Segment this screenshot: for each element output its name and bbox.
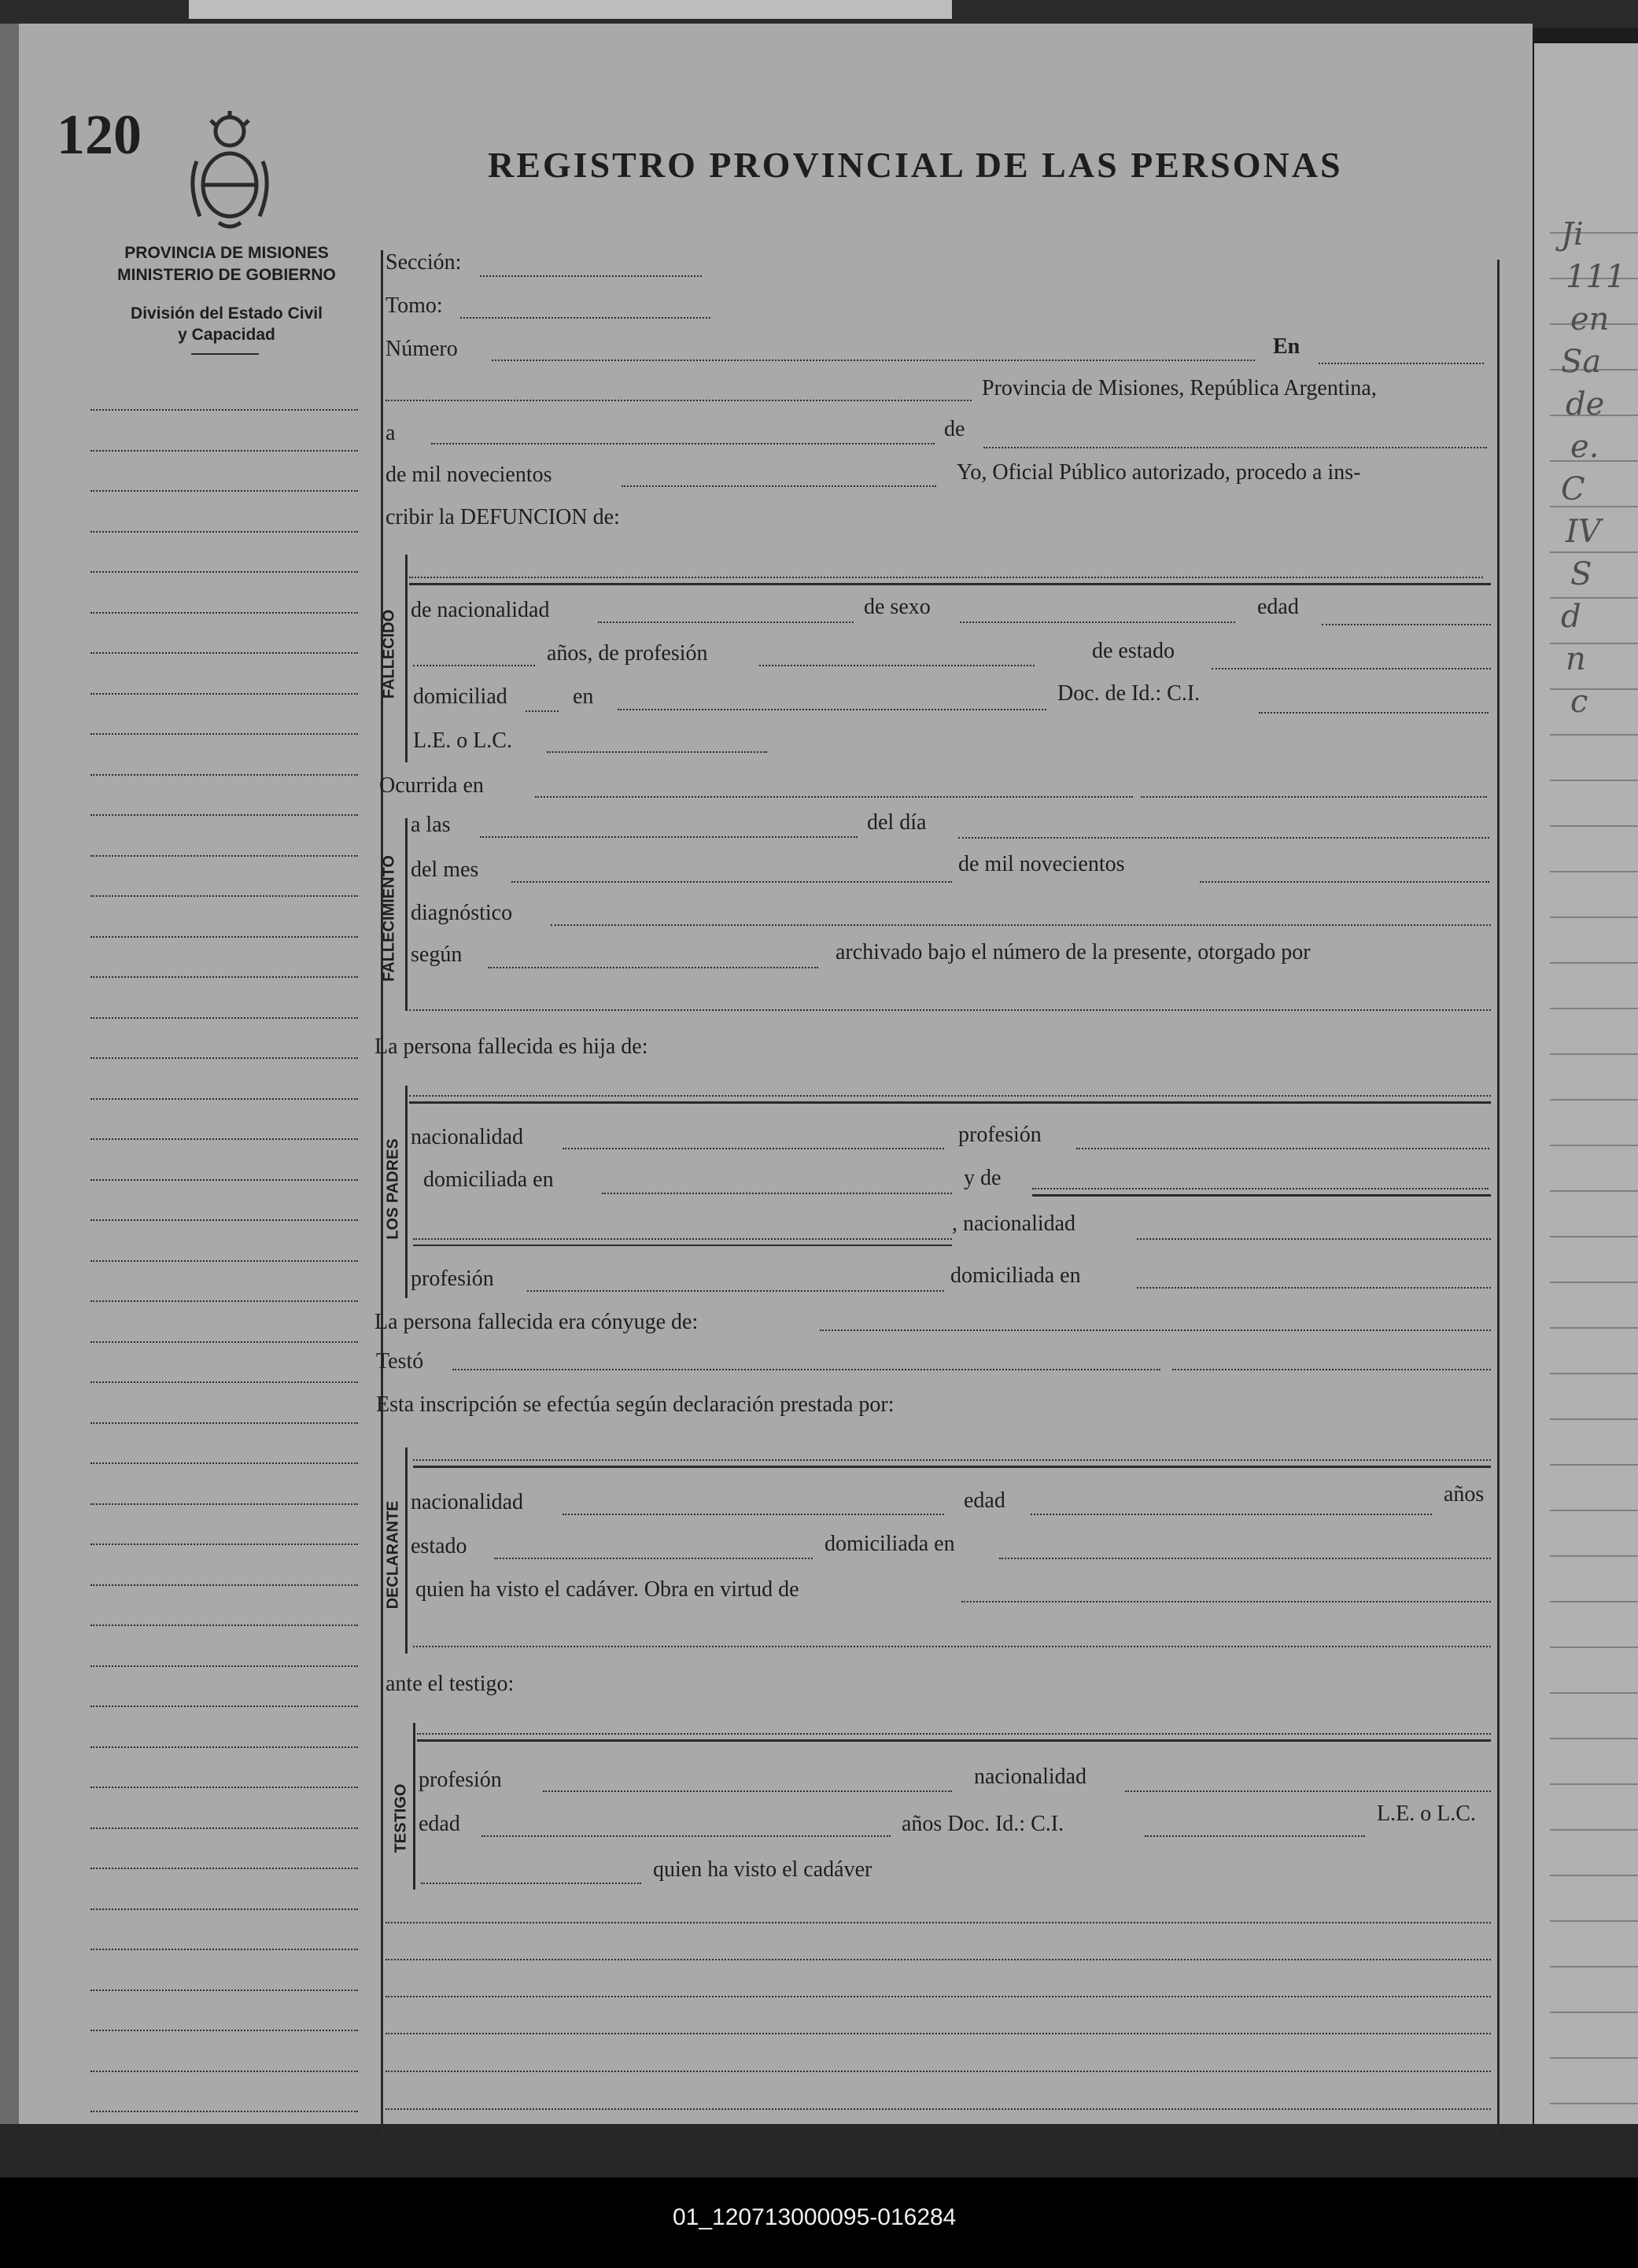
margin-line xyxy=(90,1746,358,1748)
book-binding xyxy=(0,24,19,2148)
declarante-anos-label: años xyxy=(1444,1482,1485,1506)
adjacent-page-line xyxy=(1550,1920,1638,1922)
seccion-label: Sección: xyxy=(386,250,462,275)
testigo-side-label: TESTIGO xyxy=(392,1783,410,1853)
adjacent-page-line xyxy=(1550,825,1638,827)
form-left-rule xyxy=(381,250,383,2140)
le-lc-label: L.E. o L.C. xyxy=(413,728,512,753)
numero-field[interactable] xyxy=(492,360,1255,361)
margin-line xyxy=(90,1908,358,1910)
testigo-edad-field[interactable] xyxy=(481,1835,891,1837)
testigo-le-lc-field[interactable] xyxy=(421,1883,641,1884)
de-mil-label: de mil novecientos xyxy=(386,463,552,487)
diagnostico-label: diagnóstico xyxy=(411,901,513,925)
handwriting-fragment: n xyxy=(1566,641,1586,677)
margin-line xyxy=(90,1300,358,1302)
province-label: PROVINCIA DE MISIONES xyxy=(124,244,329,262)
padre-nacionalidad-label: nacionalidad xyxy=(411,1125,524,1149)
en-label: En xyxy=(1273,334,1300,359)
testigo-profesion-label: profesión xyxy=(419,1768,502,1792)
seccion-field[interactable] xyxy=(480,275,702,277)
adjacent-page-line xyxy=(1550,1464,1638,1466)
testigo-quien-text: quien ha visto el cadáver xyxy=(653,1857,872,1882)
testigo-name-field[interactable] xyxy=(417,1733,1491,1735)
declarante-estado-field[interactable] xyxy=(494,1558,813,1559)
y-de-label: y de xyxy=(964,1166,1002,1190)
madre-extra-field[interactable] xyxy=(413,1238,952,1240)
yo-oficial-text: Yo, Oficial Público autorizado, procedo a ins- xyxy=(957,460,1361,485)
declarante-quien-text: quien ha visto el cadáver. Obra en virtud de xyxy=(415,1577,799,1602)
margin-line xyxy=(90,1017,358,1019)
madre-rule xyxy=(1032,1194,1491,1197)
handwriting-fragment: Sa xyxy=(1561,344,1602,380)
handwriting-fragment: de xyxy=(1566,386,1605,422)
numero-label: Número xyxy=(386,337,458,361)
de-mil-fallec-label: de mil novecientos xyxy=(958,852,1125,876)
adjacent-page-line xyxy=(1550,1647,1638,1648)
margin-line xyxy=(90,976,358,978)
profesion-field[interactable] xyxy=(759,665,1035,666)
madre-extra-rule xyxy=(413,1245,952,1246)
testigo-ci-field[interactable] xyxy=(1145,1835,1365,1837)
margin-line xyxy=(90,531,358,533)
margin-line xyxy=(90,490,358,492)
del-mes-label: del mes xyxy=(411,857,479,882)
margin-line xyxy=(90,2030,358,2031)
division-label: División del Estado Civil xyxy=(131,304,323,323)
location-field[interactable] xyxy=(386,400,972,401)
year-field[interactable] xyxy=(622,485,936,487)
adjacent-page-line xyxy=(1550,1692,1638,1694)
declarante-extra-field[interactable] xyxy=(413,1646,1491,1647)
sexo-field[interactable] xyxy=(960,621,1235,623)
madre-nacionalidad-label: , nacionalidad xyxy=(952,1211,1076,1236)
inscripcion-text: Esta inscripción se efectúa según declaración prestada por: xyxy=(376,1392,895,1417)
adjacent-page-line xyxy=(1550,2057,1638,2059)
dia-field[interactable] xyxy=(958,837,1489,839)
adjacent-page-line xyxy=(1550,1190,1638,1192)
margin-line xyxy=(90,2152,358,2153)
madre-profesion-label: profesión xyxy=(411,1267,494,1291)
adjacent-page xyxy=(1534,43,1638,2136)
segun-field[interactable] xyxy=(488,967,818,968)
madre-domiciliada-label: domiciliada en xyxy=(950,1263,1081,1288)
adjacent-page-line xyxy=(1550,1510,1638,1511)
adjacent-page-line xyxy=(1550,1829,1638,1831)
provincia-label: Provincia de Misiones, República Argentina, xyxy=(982,376,1377,400)
margin-line xyxy=(90,2071,358,2072)
mes-field[interactable] xyxy=(511,881,952,883)
notes-line[interactable] xyxy=(386,2071,1491,2072)
testigo-edad-label: edad xyxy=(419,1812,460,1836)
ministry-label: MINISTERIO DE GOBIERNO xyxy=(117,266,336,284)
fallecido-bracket xyxy=(405,555,408,762)
margin-line xyxy=(90,2111,358,2112)
declarante-edad-label: edad xyxy=(964,1488,1005,1513)
nacionalidad-label: de nacionalidad xyxy=(411,598,550,622)
adjacent-page-line xyxy=(1550,2103,1638,2104)
a-las-label: a las xyxy=(411,813,451,837)
deceased-name-field[interactable] xyxy=(409,577,1483,578)
margin-line xyxy=(90,571,358,573)
adjacent-page-line xyxy=(1550,1738,1638,1739)
handwriting-fragment: e. xyxy=(1570,429,1599,465)
margin-line xyxy=(90,1665,358,1667)
adjacent-page-line xyxy=(1550,643,1638,644)
handwriting-fragment: IV xyxy=(1566,514,1601,550)
margin-line xyxy=(90,855,358,857)
declarante-nacionalidad-field[interactable] xyxy=(563,1514,944,1515)
margin-line xyxy=(90,409,358,411)
margin-line xyxy=(90,1381,358,1383)
domiciliada-field[interactable] xyxy=(602,1193,952,1194)
handwriting-fragment: Ji xyxy=(1561,216,1584,253)
adjacent-page-line xyxy=(1550,551,1638,553)
margin-line xyxy=(90,1706,358,1707)
margin-line xyxy=(90,1422,358,1424)
testo-label: Testó xyxy=(376,1349,424,1374)
padres-side-label: LOS PADRES xyxy=(384,1138,402,1240)
adjacent-page-line xyxy=(1550,1373,1638,1374)
testigo-anos-doc-label: años Doc. Id.: C.I. xyxy=(902,1812,1064,1836)
margin-line xyxy=(90,814,358,816)
testigo-bracket xyxy=(413,1723,415,1890)
margin-line xyxy=(90,1990,358,1991)
en-field[interactable] xyxy=(1319,363,1484,364)
margin-line xyxy=(90,1260,358,1262)
hija-de-label: La persona fallecida es hija de: xyxy=(374,1034,648,1059)
margin-line xyxy=(90,1624,358,1626)
declarante-nacionalidad-label: nacionalidad xyxy=(411,1490,524,1514)
padres-bracket xyxy=(405,1086,408,1298)
margin-line xyxy=(90,733,358,735)
fallecimiento-bracket xyxy=(405,818,408,1011)
notes-line[interactable] xyxy=(386,2108,1491,2110)
ocurrida-field[interactable] xyxy=(535,796,1133,798)
previous-page-edge xyxy=(189,0,952,19)
adjacent-page-line xyxy=(1550,1236,1638,1237)
image-caption: 01_120713000095-016284 xyxy=(673,2204,957,2230)
ocurrida-label: Ocurrida en xyxy=(379,773,484,798)
hora-field[interactable] xyxy=(480,836,858,838)
margin-line xyxy=(90,1584,358,1586)
conyuge-field[interactable] xyxy=(820,1329,1491,1331)
declarante-side-label: DECLARANTE xyxy=(384,1500,402,1610)
testigo-profesion-field[interactable] xyxy=(543,1790,952,1792)
adjacent-page-line xyxy=(1550,2012,1638,2013)
notes-line[interactable] xyxy=(386,1996,1491,1997)
margin-line xyxy=(90,693,358,695)
obra-en-virtud-field[interactable] xyxy=(961,1601,1491,1602)
page-title: REGISTRO PROVINCIAL DE LAS PERSONAS xyxy=(488,145,1343,185)
de-label: de xyxy=(944,417,965,441)
form-right-rule xyxy=(1497,260,1500,2140)
tomo-field[interactable] xyxy=(460,317,710,319)
madre-domiciliada-field[interactable] xyxy=(1137,1287,1491,1289)
ocurrida-field-2[interactable] xyxy=(1141,796,1487,798)
domicilio-field[interactable] xyxy=(618,709,1046,710)
margin-line xyxy=(90,1543,358,1545)
adjacent-page-line xyxy=(1550,734,1638,736)
archivado-text: archivado bajo el número de la presente, otorgado por xyxy=(836,940,1311,964)
fallecido-rule xyxy=(409,583,1491,585)
nacionalidad-field[interactable] xyxy=(598,621,854,623)
declarante-estado-label: estado xyxy=(411,1534,467,1558)
padres-rule xyxy=(409,1101,1491,1104)
edad-field[interactable] xyxy=(1322,624,1491,625)
adjacent-page-line xyxy=(1550,962,1638,964)
declarante-bracket xyxy=(405,1447,408,1654)
diagnostico-field[interactable] xyxy=(551,924,1491,926)
page-number: 120 xyxy=(57,103,142,166)
margin-line xyxy=(90,1098,358,1100)
adjacent-page-line xyxy=(1550,1282,1638,1283)
estado-field[interactable] xyxy=(1212,668,1491,669)
madre-name-field[interactable] xyxy=(1032,1188,1489,1189)
handwriting-fragment: S xyxy=(1570,556,1592,592)
margin-line xyxy=(90,1827,358,1829)
adjacent-page-line xyxy=(1550,1555,1638,1557)
en-domicilio-label: en xyxy=(573,684,594,709)
del-dia-label: del día xyxy=(867,810,927,835)
coat-of-arms-icon xyxy=(183,106,277,232)
handwriting-fragment: en xyxy=(1570,301,1610,337)
domiciliad-suffix-field[interactable] xyxy=(526,710,559,712)
tomo-label: Tomo: xyxy=(386,293,443,318)
adjacent-page-line xyxy=(1550,1008,1638,1009)
margin-line xyxy=(90,450,358,452)
padre-nacionalidad-field[interactable] xyxy=(563,1148,944,1149)
madre-profesion-field[interactable] xyxy=(527,1290,944,1292)
margin-line xyxy=(90,612,358,614)
de-field[interactable] xyxy=(983,447,1487,448)
adjacent-page-line xyxy=(1550,1327,1638,1329)
adjacent-page-line xyxy=(1550,1601,1638,1602)
margin-line xyxy=(90,1179,358,1181)
anos-field[interactable] xyxy=(413,665,535,666)
domiciliad-label: domiciliad xyxy=(413,684,507,709)
defuncion-label: cribir la DEFUNCION de: xyxy=(386,505,620,529)
adjacent-page-line xyxy=(1550,1099,1638,1101)
margin-line xyxy=(90,1503,358,1505)
adjacent-page-line xyxy=(1550,916,1638,918)
handwriting-fragment: 111 xyxy=(1566,259,1626,295)
anos-profesion-label: años, de profesión xyxy=(547,641,708,666)
doc-id-field[interactable] xyxy=(1259,712,1489,714)
fallecimiento-side-label: FALLECIMIENTO xyxy=(380,855,398,982)
adjacent-page-line xyxy=(1550,1418,1638,1420)
notes-line[interactable] xyxy=(386,2033,1491,2034)
division-underline xyxy=(191,353,259,355)
testo-field[interactable] xyxy=(452,1369,1160,1370)
margin-line xyxy=(90,1462,358,1464)
margin-line xyxy=(90,1868,358,1869)
padre-profesion-field[interactable] xyxy=(1076,1148,1489,1149)
madre-nacionalidad-field[interactable] xyxy=(1137,1238,1491,1240)
handwriting-fragment: C xyxy=(1561,471,1585,507)
declarante-domiciliada-label: domiciliada en xyxy=(825,1532,955,1556)
adjacent-page-line xyxy=(1550,1783,1638,1785)
adjacent-page-line xyxy=(1550,1145,1638,1146)
ante-testigo-label: ante el testigo: xyxy=(386,1672,515,1696)
margin-line xyxy=(90,1341,358,1343)
testo-field-2[interactable] xyxy=(1172,1369,1491,1370)
margin-line xyxy=(90,895,358,897)
edad-label: edad xyxy=(1257,595,1299,619)
estado-label: de estado xyxy=(1092,639,1175,663)
segun-label: según xyxy=(411,942,463,967)
padre-name-field[interactable] xyxy=(409,1095,1491,1097)
testigo-le-lc-label: L.E. o L.C. xyxy=(1377,1801,1476,1826)
division-label-2: y Capacidad xyxy=(178,326,275,344)
adjacent-page-line xyxy=(1550,780,1638,781)
anio-fallec-field[interactable] xyxy=(1200,881,1489,883)
testigo-nacionalidad-label: nacionalidad xyxy=(974,1765,1087,1789)
declarante-edad-field[interactable] xyxy=(1031,1514,1432,1515)
adjacent-page-line xyxy=(1550,1875,1638,1876)
a-label: a xyxy=(386,421,396,445)
adjacent-page-line xyxy=(1550,871,1638,872)
declarante-rule xyxy=(413,1466,1491,1468)
padre-profesion-label: profesión xyxy=(958,1123,1042,1147)
conyuge-label: La persona fallecida era cónyuge de: xyxy=(374,1310,699,1334)
margin-line xyxy=(90,652,358,654)
a-field[interactable] xyxy=(431,443,935,444)
domiciliada-label: domiciliada en xyxy=(423,1167,554,1192)
declarante-name-field[interactable] xyxy=(413,1459,1491,1461)
margin-line xyxy=(90,1787,358,1788)
adjacent-page-line xyxy=(1550,1966,1638,1967)
otorgado-field[interactable] xyxy=(409,1009,1491,1011)
le-lc-field[interactable] xyxy=(547,751,767,753)
notes-line[interactable] xyxy=(386,1922,1491,1923)
adjacent-page-line xyxy=(1550,1053,1638,1055)
handwriting-fragment: c xyxy=(1570,684,1588,720)
margin-line xyxy=(90,774,358,776)
notes-line[interactable] xyxy=(386,1959,1491,1960)
margin-line xyxy=(90,1219,358,1221)
testigo-rule xyxy=(417,1739,1491,1742)
sexo-label: de sexo xyxy=(864,595,931,619)
adjacent-page-line xyxy=(1550,688,1638,690)
doc-id-label: Doc. de Id.: C.I. xyxy=(1057,681,1201,706)
testigo-nacionalidad-field[interactable] xyxy=(1125,1790,1491,1792)
margin-line xyxy=(90,1138,358,1140)
margin-line xyxy=(90,936,358,938)
handwriting-fragment: d xyxy=(1561,599,1581,635)
margin-line xyxy=(90,1949,358,1950)
fallecido-side-label: FALLECIDO xyxy=(380,609,398,699)
declarante-domiciliada-field[interactable] xyxy=(999,1558,1491,1559)
margin-line xyxy=(90,1057,358,1059)
